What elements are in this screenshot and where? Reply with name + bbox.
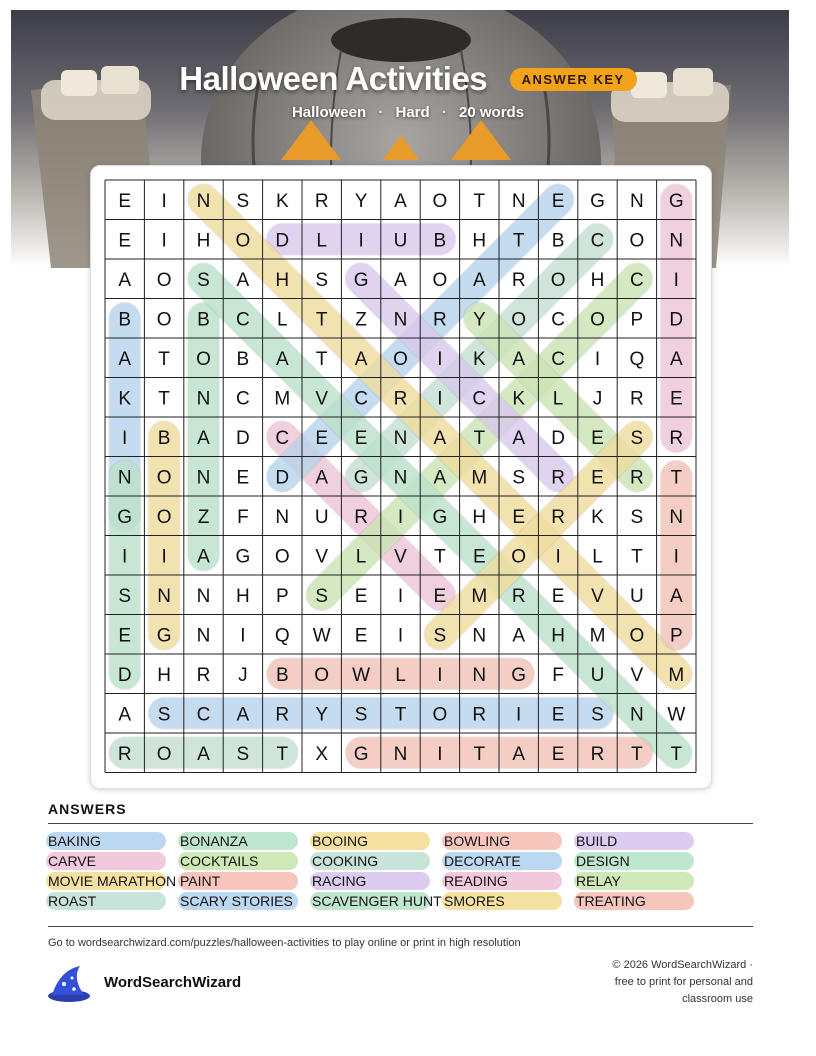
grid-letter[interactable]: Q xyxy=(629,348,645,370)
puzzle-card xyxy=(90,165,712,789)
answer-label: COOKING xyxy=(312,853,379,869)
grid-letter[interactable]: S xyxy=(236,743,250,765)
answer-label: BAKING xyxy=(48,833,101,849)
grid-letter[interactable]: E xyxy=(315,427,329,449)
answer-item xyxy=(444,851,521,871)
answer-key-badge: ANSWER KEY xyxy=(510,68,637,91)
grid-letter[interactable]: O xyxy=(274,546,290,568)
grid-letter[interactable]: I xyxy=(122,427,128,449)
grid-letter[interactable]: S xyxy=(157,704,171,726)
answer-item xyxy=(312,871,366,891)
answer-label: MOVIE MARATHON xyxy=(48,873,177,889)
grid-letter[interactable]: N xyxy=(157,585,171,607)
grid-letter[interactable]: L xyxy=(592,546,603,568)
grid-letter[interactable]: P xyxy=(630,309,644,331)
grid-letter[interactable]: O xyxy=(314,664,330,686)
word-search-grid xyxy=(91,166,711,788)
title-row xyxy=(0,60,816,98)
grid-letter[interactable]: R xyxy=(354,506,368,528)
grid-letter[interactable]: A xyxy=(197,743,210,765)
answer-label: BOOING xyxy=(312,833,369,849)
grid-letter[interactable]: I xyxy=(437,348,443,370)
grid-letter[interactable]: O xyxy=(432,269,448,291)
grid-letter[interactable]: C xyxy=(354,388,368,410)
grid-letter[interactable]: C xyxy=(630,269,644,291)
grid-letter[interactable]: S xyxy=(236,190,250,212)
grid-letter[interactable]: D xyxy=(275,467,290,489)
grid-letter[interactable]: O xyxy=(196,348,211,370)
grid-letter[interactable]: A xyxy=(315,467,329,489)
grid-letter[interactable]: W xyxy=(312,625,331,647)
answer-item xyxy=(48,851,96,871)
grid-letter[interactable]: A xyxy=(394,269,407,291)
grid-letter[interactable]: E xyxy=(118,230,132,252)
grid-letter[interactable]: F xyxy=(237,506,249,528)
grid-letter[interactable]: S xyxy=(512,467,526,489)
answer-item xyxy=(444,891,505,911)
answer-label: DESIGN xyxy=(576,853,630,869)
grid-letter[interactable]: V xyxy=(394,546,407,568)
answer-item xyxy=(180,851,258,871)
grid-letter[interactable]: A xyxy=(669,348,683,370)
grid-letter[interactable]: V xyxy=(315,388,329,410)
grid-letter[interactable]: E xyxy=(669,388,683,410)
grid-letter[interactable]: D xyxy=(117,664,132,686)
grid-letter[interactable]: I xyxy=(594,348,601,370)
grid-letter[interactable]: H xyxy=(472,230,487,252)
grid-letter[interactable]: C xyxy=(236,388,250,410)
grid-letter[interactable]: E xyxy=(472,546,486,568)
grid-letter[interactable]: U xyxy=(393,230,408,252)
grid-letter[interactable]: G xyxy=(432,506,448,528)
answers-divider-top xyxy=(48,823,753,824)
grid-letter[interactable]: P xyxy=(669,625,683,647)
grid-letter[interactable]: O xyxy=(156,269,172,291)
answer-label: TREATING xyxy=(576,893,646,909)
grid-letter[interactable]: C xyxy=(275,427,290,449)
grid-letter[interactable]: Y xyxy=(472,309,486,331)
meta-difficulty: Hard xyxy=(395,104,430,121)
grid-letter[interactable]: V xyxy=(315,546,329,568)
grid-letter[interactable]: C xyxy=(196,704,211,726)
answer-item xyxy=(48,831,101,851)
grid-letter[interactable]: A xyxy=(512,743,526,765)
grid-letter[interactable]: G xyxy=(511,664,527,686)
grid-letter[interactable]: I xyxy=(161,546,167,568)
grid-letter[interactable]: T xyxy=(670,467,683,489)
grid-letter[interactable]: G xyxy=(353,467,369,489)
grid-letter[interactable]: H xyxy=(472,506,487,528)
grid-letter[interactable]: E xyxy=(354,585,368,607)
answer-label: ROAST xyxy=(48,893,97,909)
grid-letter[interactable]: S xyxy=(630,427,644,449)
grid-letter[interactable]: M xyxy=(471,585,488,607)
answer-label: BONANZA xyxy=(180,833,248,849)
grid-letter[interactable]: K xyxy=(591,506,604,528)
grid-letter[interactable]: U xyxy=(314,506,329,528)
grid-letter[interactable]: R xyxy=(511,269,526,291)
grid-letter[interactable]: I xyxy=(516,704,522,726)
grid-letter[interactable]: O xyxy=(629,625,645,647)
answer-label: SMORES xyxy=(444,893,505,909)
grid-letter[interactable]: B xyxy=(118,309,132,331)
grid-letter[interactable]: V xyxy=(591,585,604,607)
grid-letter[interactable]: O xyxy=(156,506,172,528)
grid-letter[interactable]: F xyxy=(552,664,564,686)
grid-letter[interactable]: R xyxy=(393,388,408,410)
grid-letter[interactable]: O xyxy=(393,348,408,370)
answer-label: CARVE xyxy=(48,853,96,869)
answer-item xyxy=(576,831,617,851)
grid-letter[interactable]: N xyxy=(196,467,211,489)
answer-label: COCKTAILS xyxy=(180,853,259,869)
grid-letter[interactable]: A xyxy=(354,348,368,370)
answer-item xyxy=(48,871,176,891)
grid-letter[interactable]: T xyxy=(473,190,486,212)
grid-letter[interactable]: C xyxy=(551,309,565,331)
answer-label: READING xyxy=(444,873,508,889)
grid-letter[interactable]: U xyxy=(590,664,605,686)
answers-heading: ANSWERS xyxy=(48,801,127,817)
grid-letter[interactable]: C xyxy=(551,348,565,370)
grid-letter[interactable]: Y xyxy=(354,190,368,212)
grid-letter[interactable]: H xyxy=(590,269,605,291)
grid-letter[interactable]: S xyxy=(197,269,210,291)
grid-letter[interactable]: R xyxy=(196,664,211,686)
grid-letter[interactable]: G xyxy=(668,190,684,212)
grid-letter[interactable]: C xyxy=(472,388,487,410)
grid-letter[interactable]: O xyxy=(156,309,172,331)
puzzle-meta: Halloween · Hard · 20 words xyxy=(291,104,525,121)
grid-letter[interactable]: H xyxy=(196,230,211,252)
grid-letter[interactable]: O xyxy=(511,309,527,331)
grid-letter[interactable]: G xyxy=(353,269,369,291)
grid-letter[interactable]: H xyxy=(157,664,171,686)
grid-letter[interactable]: Y xyxy=(315,704,329,726)
grid-letter[interactable]: R xyxy=(551,506,565,528)
grid-letter[interactable]: K xyxy=(118,388,132,410)
answer-label: DECORATE xyxy=(444,853,521,869)
grid-letter[interactable]: T xyxy=(158,348,170,370)
grid-letter[interactable]: A xyxy=(118,704,132,726)
meta-word-count: 20 words xyxy=(459,104,525,121)
grid-letter[interactable]: I xyxy=(358,230,364,252)
answer-item xyxy=(444,831,510,851)
grid-letter[interactable]: S xyxy=(433,625,447,647)
grid-letter[interactable]: X xyxy=(315,743,329,765)
grid-letter[interactable]: J xyxy=(238,664,248,686)
grid-letter[interactable]: B xyxy=(236,348,250,370)
grid-letter[interactable]: E xyxy=(551,190,565,212)
answer-item xyxy=(312,831,368,851)
grid-letter[interactable]: T xyxy=(473,743,486,765)
grid-letter[interactable]: L xyxy=(316,230,327,252)
grid-letter[interactable]: N xyxy=(669,506,684,528)
grid-letter[interactable]: L xyxy=(277,309,288,331)
grid-letter[interactable]: N xyxy=(196,190,211,212)
grid-letter[interactable]: T xyxy=(394,704,407,726)
grid-letter[interactable]: D xyxy=(236,427,250,449)
grid-letter[interactable]: S xyxy=(315,269,329,291)
grid-letter[interactable]: L xyxy=(395,664,406,686)
grid-letter[interactable]: N xyxy=(117,467,132,489)
grid-letter[interactable]: G xyxy=(156,625,172,647)
grid-letter[interactable]: I xyxy=(673,546,679,568)
grid-letter[interactable]: A xyxy=(512,348,526,370)
grid-letter[interactable]: O xyxy=(432,704,448,726)
grid-letter[interactable]: R xyxy=(314,190,329,212)
grid-letter[interactable]: N xyxy=(196,388,211,410)
grid-letter[interactable]: O xyxy=(550,269,566,291)
grid-letter[interactable]: I xyxy=(397,506,404,528)
grid-letter[interactable]: A xyxy=(394,190,407,212)
grid-letter[interactable]: D xyxy=(275,230,290,252)
grid-letter[interactable]: O xyxy=(511,546,527,568)
grid-letter[interactable]: I xyxy=(437,743,443,765)
grid-letter[interactable]: A xyxy=(197,546,210,568)
grid-letter[interactable]: O xyxy=(156,743,172,765)
grid-letter[interactable]: O xyxy=(590,309,605,331)
grid-letter[interactable]: A xyxy=(236,704,250,726)
answer-label: RACING xyxy=(312,873,367,889)
grid-letter[interactable]: T xyxy=(315,348,328,370)
grid-letter[interactable]: G xyxy=(117,506,133,528)
answer-item xyxy=(444,871,508,891)
grid-letter[interactable]: R xyxy=(590,743,605,765)
grid-letter[interactable]: A xyxy=(472,269,486,291)
grid-letter[interactable]: C xyxy=(590,230,605,252)
grid-letter[interactable]: A xyxy=(669,585,683,607)
grid-letter[interactable]: K xyxy=(275,190,289,212)
grid-letter[interactable]: A xyxy=(512,427,526,449)
grid-letter[interactable]: S xyxy=(591,704,604,726)
grid-letter[interactable]: T xyxy=(512,230,525,252)
grid-letter[interactable]: I xyxy=(437,664,443,686)
grid-letter[interactable]: G xyxy=(353,743,369,765)
grid-letter[interactable]: N xyxy=(511,190,526,212)
grid-letter[interactable]: R xyxy=(117,743,132,765)
grid-letter[interactable]: B xyxy=(157,427,171,449)
grid-letter[interactable]: R xyxy=(511,585,526,607)
grid-letter[interactable]: T xyxy=(315,309,328,331)
grid-letter[interactable]: A xyxy=(118,269,132,291)
grid-letter[interactable]: H xyxy=(551,625,565,647)
answer-item xyxy=(180,871,220,891)
grid-letter[interactable]: O xyxy=(629,230,645,252)
grid-letter[interactable]: A xyxy=(433,427,447,449)
grid-letter[interactable]: R xyxy=(472,704,487,726)
answer-item xyxy=(312,891,442,911)
grid-letter[interactable]: A xyxy=(236,269,250,291)
grid-letter[interactable]: I xyxy=(161,190,167,212)
grid-letter[interactable]: E xyxy=(236,467,250,489)
grid-letter[interactable]: E xyxy=(118,190,132,212)
grid-letter[interactable]: A xyxy=(118,348,132,370)
answers-divider-bottom xyxy=(48,926,753,927)
grid-letter[interactable]: G xyxy=(590,190,605,212)
answer-label: BUILD xyxy=(576,833,618,849)
grid-letter[interactable]: E xyxy=(512,506,526,528)
grid-letter[interactable]: N xyxy=(472,625,487,647)
grid-letter[interactable]: T xyxy=(158,388,170,410)
answer-label: SCARY STORIES xyxy=(180,893,293,909)
answer-label: PAINT xyxy=(180,873,221,889)
grid-letter[interactable]: N xyxy=(630,704,644,726)
grid-letter[interactable]: S xyxy=(630,506,644,528)
grid-letter[interactable]: R xyxy=(630,467,644,489)
grid-letter[interactable]: I xyxy=(122,546,128,568)
grid-letter[interactable]: E xyxy=(118,625,132,647)
grid-letter[interactable]: R xyxy=(433,309,447,331)
grid-letter[interactable]: A xyxy=(275,348,289,370)
grid-letter[interactable]: N xyxy=(196,585,211,607)
grid-letter[interactable]: B xyxy=(275,664,289,686)
grid-letter[interactable]: M xyxy=(668,664,685,686)
grid-letter[interactable]: M xyxy=(471,467,488,489)
grid-letter[interactable]: O xyxy=(432,190,448,212)
grid-letter[interactable]: B xyxy=(433,230,447,252)
brand-name: WordSearchWizard xyxy=(104,974,242,991)
grid-letter[interactable]: N xyxy=(630,190,644,212)
grid-letter[interactable]: O xyxy=(235,230,251,252)
grid-letter[interactable]: R xyxy=(630,388,644,410)
grid-letter[interactable]: Z xyxy=(355,309,367,331)
grid-letter[interactable]: T xyxy=(276,743,289,765)
grid-letter[interactable]: E xyxy=(591,467,604,489)
grid-letter[interactable]: H xyxy=(275,269,290,291)
grid-letter[interactable]: L xyxy=(355,546,367,568)
answer-item xyxy=(576,851,630,871)
copyright: © 2026 WordSearchWizard · free to print for personal and classroom use xyxy=(612,959,753,1005)
grid-letter[interactable]: N xyxy=(393,467,408,489)
grid-letter[interactable]: R xyxy=(551,467,565,489)
grid-letter[interactable]: W xyxy=(352,664,371,686)
grid-letter[interactable]: O xyxy=(156,467,172,489)
grid-letter[interactable]: V xyxy=(630,664,644,686)
grid-letter[interactable]: A xyxy=(433,467,447,489)
meta-category: Halloween xyxy=(291,104,367,121)
grid-letter[interactable]: T xyxy=(434,546,446,568)
grid-letter[interactable]: H xyxy=(236,585,250,607)
grid-letter[interactable]: E xyxy=(354,625,368,647)
grid-letter[interactable]: G xyxy=(235,546,251,568)
grid-letter[interactable]: N xyxy=(472,664,487,686)
answer-item xyxy=(180,891,293,911)
grid-letter[interactable]: I xyxy=(397,625,404,647)
grid-letter[interactable]: I xyxy=(555,546,561,568)
grid-letter[interactable]: I xyxy=(437,388,443,410)
grid-letter[interactable]: I xyxy=(673,269,679,291)
grid-letter[interactable]: T xyxy=(631,546,643,568)
grid-letter[interactable]: A xyxy=(512,625,526,647)
footer-link-text[interactable]: Go to wordsearchwizard.com/puzzles/halloween-activities to play online or print in high resolution xyxy=(48,937,521,949)
grid-letter[interactable]: T xyxy=(473,427,486,449)
grid-letter[interactable]: D xyxy=(551,427,565,449)
grid-letter[interactable]: N xyxy=(275,506,290,528)
grid-letter[interactable]: N xyxy=(196,625,211,647)
grid-letter[interactable]: S xyxy=(354,704,368,726)
grid-letter[interactable]: D xyxy=(669,309,684,331)
grid-letter[interactable]: E xyxy=(354,427,368,449)
grid-letter[interactable]: E xyxy=(591,427,604,449)
wizard-hat-icon xyxy=(46,964,92,1004)
grid-letter[interactable]: E xyxy=(551,585,565,607)
answer-item xyxy=(312,851,378,871)
grid-letter[interactable]: B xyxy=(551,230,565,252)
grid-letter[interactable]: T xyxy=(631,743,643,765)
grid-letter[interactable]: N xyxy=(669,230,684,252)
grid-letter[interactable]: T xyxy=(670,743,683,765)
answer-item xyxy=(48,891,96,911)
grid-letter[interactable]: W xyxy=(667,704,686,726)
grid-letter[interactable]: E xyxy=(433,585,447,607)
grid-letter[interactable]: J xyxy=(592,388,603,410)
grid-letter[interactable]: N xyxy=(393,309,408,331)
grid-letter[interactable]: E xyxy=(551,743,565,765)
grid-letter[interactable]: C xyxy=(236,309,250,331)
answer-item xyxy=(576,891,646,911)
grid-letter[interactable]: K xyxy=(512,388,526,410)
grid-letter[interactable]: A xyxy=(197,427,210,449)
grid-letter[interactable]: R xyxy=(275,704,290,726)
page-title: Halloween Activities xyxy=(179,60,488,97)
grid-letter[interactable]: B xyxy=(197,309,210,331)
answer-label: RELAY xyxy=(576,873,621,889)
grid-letter[interactable]: U xyxy=(630,585,644,607)
grid-letter[interactable]: Z xyxy=(197,506,210,528)
grid-letter[interactable]: M xyxy=(589,625,606,647)
grid-letter[interactable]: K xyxy=(472,348,486,370)
answer-label: BOWLING xyxy=(444,833,511,849)
grid-letter[interactable]: E xyxy=(551,704,565,726)
grid-letter[interactable]: N xyxy=(393,743,408,765)
grid-letter[interactable]: R xyxy=(669,427,684,449)
grid-letter[interactable]: N xyxy=(393,427,408,449)
answer-item xyxy=(576,871,621,891)
grid-letter[interactable]: M xyxy=(274,388,291,410)
grid-letter[interactable]: S xyxy=(118,585,132,607)
answer-label: SCAVENGER HUNT xyxy=(312,893,442,909)
grid-letter[interactable]: L xyxy=(552,388,564,410)
answer-item xyxy=(180,831,248,851)
grid-letter[interactable]: S xyxy=(315,585,329,607)
grid-letter[interactable]: I xyxy=(397,585,404,607)
grid-letter[interactable]: P xyxy=(275,585,289,607)
grid-letter[interactable]: I xyxy=(240,625,246,647)
grid-letter[interactable]: I xyxy=(161,230,167,252)
grid-letter[interactable]: Q xyxy=(274,625,290,647)
